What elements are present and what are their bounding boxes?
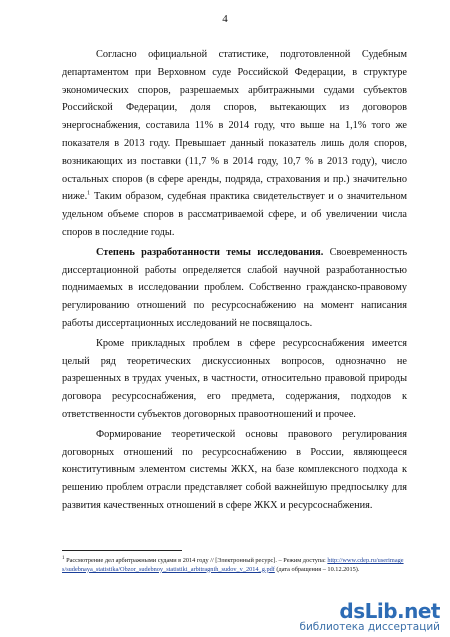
footnote-text: Рассмотрение дел арбитражными судами в 2014 году // [Электронный ресурс]. – Режим доступа: — [64, 557, 328, 565]
footnote-marker: 1 — [62, 556, 65, 561]
footnote-separator — [62, 550, 182, 551]
document-body — [62, 46, 407, 517]
footnote-link[interactable]: http://www.cdep.ru/userimages/sudebnaya_statistika/Obzor_sudebnoy_statistiki_arbitragnih_sudov_v_2014_g.pdf — [62, 557, 404, 573]
paragraph-text: Формирование теоретической основы правового регулирования договорных отношений по ресурсоснабжению в России, являющееся конститутивным элементом системы ЖКХ, на базе комплексного подхода к решению проблем отрасли представляет собой важнейшую предпосылку для развития качественных отношений в сфере ЖКХ и ресурсоснабжения. — [62, 428, 407, 511]
page-number: 4 — [222, 13, 228, 25]
watermark — [299, 599, 440, 633]
paragraph-text: Своевременность диссертационной работы определяется слабой научной разработанностью поднимаемых в исследовании проблем. Собственно гражданско-правовому регулированию отношений по ресурсоснабжению на момент написания работы диссертационных исследований не посвящалось. — [62, 246, 408, 329]
paragraph-text: Согласно официальной статистике, подготовленной Судебным департаментом при Верховном суде Российской Федерации, в структуре экономических споров, разрешаемых арбитражными судами субъектов Российской Федерации, доля споров, вытекающих из договоров энергоснабжения, составила 11% в 2014 году, что выше на 1,1% того же показателя в 2013 году. Превышает данный показатель лишь доля споров, возникающих из поставки (11,7 % в 2014 году, 10,7 % в 2013 году), число остальных споров (в сфере аренды, подряда, страхования и пр.) значительно ниже. — [62, 49, 407, 203]
section-heading: Степень разработанности темы исследования. — [96, 246, 324, 258]
paragraph-statistics — [62, 46, 407, 242]
paragraph-text: Кроме прикладных проблем в сфере ресурсоснабжения имеется целый ряд теоретических дискуссионных вопросов, однозначно не разрешенных в трудах ученых, в частности, относительно правовой природы договора ресурсоснабжения, его предмета, содержания, подходов к ответственности субъектов договорных правоотношений и прочее. — [62, 337, 407, 420]
footnote-reference[interactable]: 1 — [87, 190, 91, 197]
paragraph-research-degree — [62, 244, 407, 333]
paragraph-text-continued: Таким образом, судебная практика свидетельствует и о значительном удельном объеме споров в рассматриваемой сфере, и об увеличении числа споров в последние годы. — [62, 191, 407, 238]
watermark-caption: библиотека диссертаций — [299, 621, 440, 633]
footnote-access-date: (дата обращения – 10.12.2015). — [274, 565, 360, 573]
paragraph-theoretical-issues — [62, 335, 407, 424]
paragraph-theoretical-basis — [62, 426, 407, 515]
watermark-logo: dsLib.net — [339, 599, 440, 623]
footnote — [62, 555, 407, 574]
